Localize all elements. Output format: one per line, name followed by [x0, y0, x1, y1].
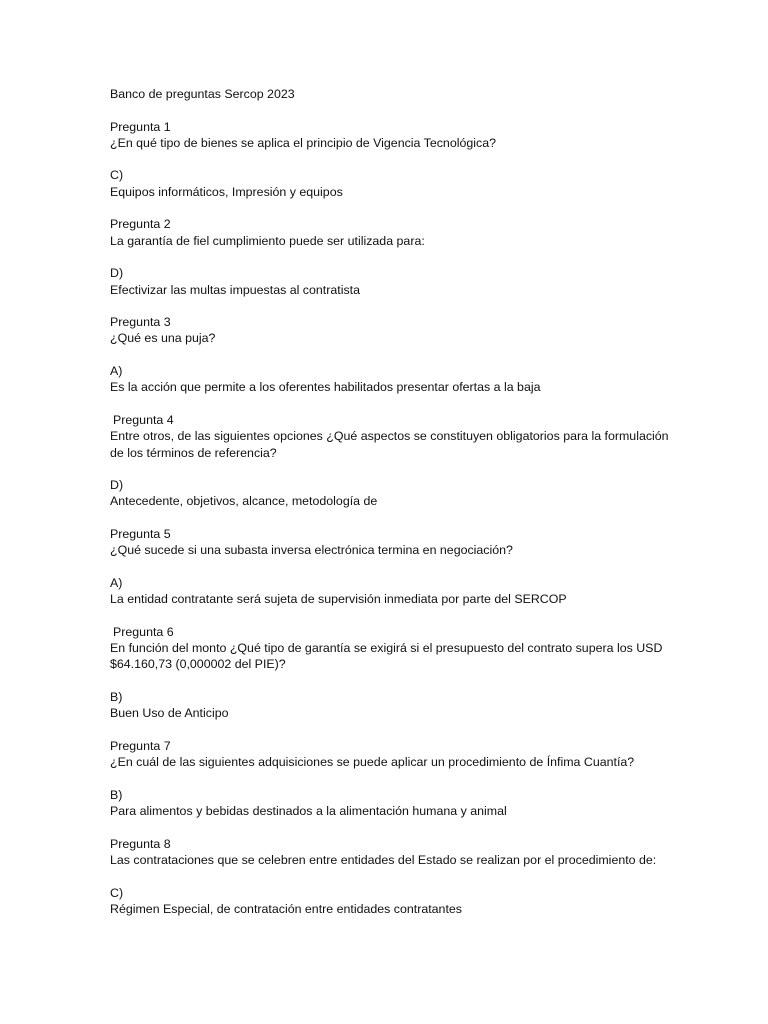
- answer-text: Régimen Especial, de contratación entre entidades contratantes: [110, 901, 462, 916]
- spacer: [110, 868, 670, 884]
- question-block-7: [110, 738, 670, 819]
- answer-option: B): [110, 787, 123, 802]
- question-text: La garantía de fiel cumplimiento puede ser utilizada para:: [110, 233, 425, 248]
- question-label: Pregunta 3: [110, 315, 171, 330]
- question-label: Pregunta 8: [110, 836, 171, 851]
- answer-text: Equipos informáticos, Impresión y equipos: [110, 184, 343, 199]
- answer-option: C): [110, 885, 124, 900]
- question-text: Entre otros, de las siguientes opciones ¿Qué aspectos se constituyen obligatorios para la formulación de los términos de referencia?: [110, 429, 669, 460]
- spacer: [110, 461, 670, 477]
- question-block-5: [110, 526, 670, 607]
- document-page: [110, 86, 670, 933]
- answer-text: La entidad contratante será sujeta de supervisión inmediata por parte del SERCOP: [110, 592, 567, 607]
- answer-option: A): [110, 364, 123, 379]
- answer-option: D): [110, 478, 124, 493]
- answer-text: Antecedente, objetivos, alcance, metodología de: [110, 494, 378, 509]
- question-text: Las contrataciones que se celebren entre entidades del Estado se realizan por el procedimiento de:: [110, 852, 657, 867]
- answer-option: A): [110, 575, 123, 590]
- question-block-8: [110, 836, 670, 917]
- question-label: Pregunta 7: [110, 738, 171, 753]
- answer-option: C): [110, 168, 124, 183]
- answer-text: Para alimentos y bebidas destinados a la alimentación humana y animal: [110, 804, 507, 819]
- question-block-2: [110, 216, 670, 297]
- document-title: Banco de preguntas Sercop 2023: [110, 87, 295, 101]
- question-text: ¿En cuál de las siguientes adquisiciones se puede aplicar un procedimiento de Ínfima Cuantía?: [110, 755, 635, 770]
- question-block-1: [110, 119, 670, 200]
- answer-option: D): [110, 266, 124, 281]
- question-text: ¿Qué es una puja?: [110, 331, 216, 346]
- spacer: [110, 347, 670, 363]
- question-block-6: [110, 624, 670, 722]
- spacer: [110, 249, 670, 265]
- answer-option: B): [110, 689, 123, 704]
- question-text: ¿En qué tipo de bienes se aplica el principio de Vigencia Tecnológica?: [110, 135, 496, 150]
- question-block-3: [110, 314, 670, 395]
- spacer: [110, 559, 670, 575]
- question-label: Pregunta 6: [113, 624, 174, 639]
- spacer: [110, 770, 670, 786]
- question-block-4: [110, 412, 670, 510]
- spacer: [110, 151, 670, 167]
- answer-text: Efectivizar las multas impuestas al contratista: [110, 282, 360, 297]
- question-text: En función del monto ¿Qué tipo de garantía se exigirá si el presupuesto del contrato supera los USD $64.160,73 (0,000002 del PIE)?: [110, 641, 663, 672]
- question-label: Pregunta 5: [110, 527, 171, 542]
- question-text: ¿Qué sucede si una subasta inversa electrónica termina en negociación?: [110, 543, 513, 558]
- answer-text: Buen Uso de Anticipo: [110, 706, 229, 721]
- question-label: Pregunta 1: [110, 119, 171, 134]
- question-label: Pregunta 2: [110, 217, 171, 232]
- question-label: Pregunta 4: [113, 412, 174, 427]
- spacer: [110, 673, 670, 689]
- answer-text: Es la acción que permite a los oferentes habilitados presentar ofertas a la baja: [110, 380, 541, 395]
